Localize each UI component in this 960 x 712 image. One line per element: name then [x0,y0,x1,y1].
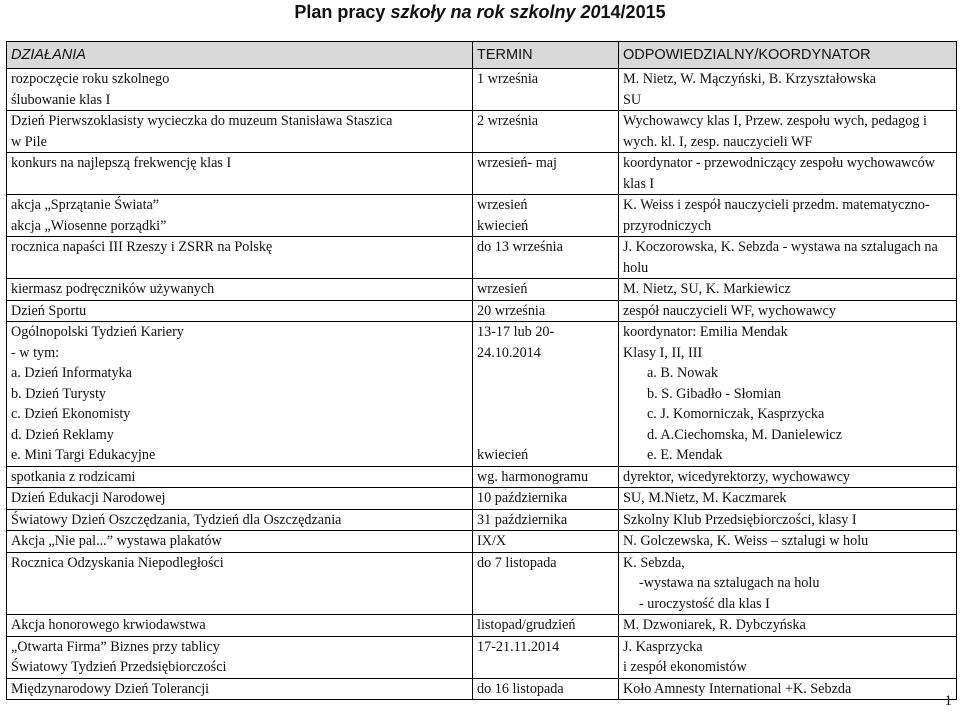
cell-action [7,300,473,322]
cell-term [473,279,619,301]
cell-line: 13-17 lub 20- [477,324,555,340]
cell-line: 10 października [477,490,568,506]
cell-action [7,552,473,615]
cell-line: do 16 listopada [477,680,564,697]
cell-action [7,237,473,279]
cell-action [7,322,473,467]
table-row [7,552,957,615]
cell-line: - w tym: [11,344,60,361]
table-row [7,300,957,322]
cell-line: 31 października [477,511,568,528]
cell-line: ślubowanie klas I [11,91,111,108]
cell-line: 24.10.2014 [477,344,541,361]
cell-line: kwiecień [477,217,529,234]
cell-line: klas I [623,175,655,192]
cell-line: Rocznica Odzyskania Niepodległości [11,554,224,571]
cell-line: M. Nietz, SU, K. Markiewicz [623,281,791,297]
cell-line: -wystawa na sztalugach na holu [639,575,820,591]
cell-action [7,678,473,700]
table-row [7,237,957,279]
cell-responsible [619,636,957,678]
cell-line: N. Golczewska, K. Weiss – sztalugi w holu [623,533,869,549]
cell-line: i zespół ekonomistów [623,659,747,675]
cell-line: - uroczystość dla klas I [639,595,770,612]
cell-line: koordynator - przewodniczący zespołu wychowawców [623,155,936,171]
cell-line: 17-21.11.2014 [477,638,560,655]
cell-line: Światowy Tydzień Przedsiębiorczości [11,659,227,675]
cell-responsible [619,153,957,195]
cell-term [473,322,619,467]
cell-line: wrzesień- maj [477,155,557,171]
cell-line: zespół nauczycieli WF, wychowawcy [623,302,836,319]
cell-action [7,509,473,531]
cell-line: Koło Amnesty International +K. Sebzda [623,680,852,697]
cell-line: wych. kl. I, zesp. nauczycieli WF [623,133,813,150]
cell-line: J. Koczorowska, K. Sebzda - wystawa na sztalugach na [623,239,938,255]
cell-line: M. Dzwoniarek, R. Dybczyńska [623,617,806,633]
cell-line: SU, M.Nietz, M. Kaczmarek [623,490,787,506]
cell-term [473,69,619,111]
cell-responsible [619,615,957,637]
cell-line: Światowy Dzień Oszczędzania, Tydzień dla Oszczędzania [11,511,342,528]
cell-line: „Otwarta Firma” Biznes przy tablicy [11,638,220,655]
header-term: TERMIN [473,42,619,69]
cell-line: rozpoczęcie roku szkolnego [11,71,170,87]
cell-action [7,636,473,678]
cell-line: holu [623,259,649,276]
cell-line: kwiecień [477,447,529,463]
cell-responsible [619,195,957,237]
cell-responsible [619,69,957,111]
cell-line: IX/X [477,533,507,549]
cell-line: wrzesień [477,197,528,213]
table-row [7,615,957,637]
cell-line: SU [623,91,642,108]
cell-action [7,531,473,553]
cell-responsible [619,466,957,488]
cell-line: przyrodniczych [623,217,712,234]
cell-line: do 7 listopada [477,554,557,571]
cell-responsible [619,111,957,153]
cell-line: d. Dzień Reklamy [11,426,114,443]
table-row [7,111,957,153]
cell-term [473,111,619,153]
table-row [7,195,957,237]
cell-line: J. Kasprzycka [623,638,703,655]
cell-line: Akcja „Nie pal...” wystawa plakatów [11,533,222,549]
cell-action [7,153,473,195]
cell-line: wrzesień [477,281,528,297]
cell-line: Dzień Edukacji Narodowej [11,490,166,506]
cell-line: c. J. Komorniczak, Kasprzycka [647,406,825,422]
page-number: 1 [944,693,952,709]
header-actions: DZIAŁANIA [7,42,473,69]
cell-term [473,509,619,531]
page-title [0,2,960,23]
cell-line: w Pile [11,133,47,150]
cell-line: a. B. Nowak [647,365,718,381]
cell-line: Dzień Pierwszoklasisty wycieczka do muzeum Stanisława Staszica [11,113,393,129]
cell-action [7,195,473,237]
cell-line: akcja „Sprzątanie Świata” [11,197,160,213]
cell-action [7,615,473,637]
cell-line: Ogólnopolski Tydzień Kariery [11,324,184,340]
cell-responsible [619,509,957,531]
cell-term [473,636,619,678]
cell-term [473,678,619,700]
cell-line: Akcja honorowego krwiodawstwa [11,617,206,633]
cell-line: b. S. Gibadło - Słomian [647,385,781,402]
cell-line [477,404,614,425]
header-row [7,42,957,69]
cell-action [7,279,473,301]
title-part-2: szkoły na rok szkolny 20 [390,2,601,22]
table-row [7,466,957,488]
cell-term [473,615,619,637]
cell-term [473,552,619,615]
table-row [7,509,957,531]
table-row [7,678,957,700]
cell-action [7,69,473,111]
cell-term [473,300,619,322]
cell-responsible [619,322,957,467]
cell-line: d. A.Ciechomska, M. Danielewicz [647,426,843,443]
cell-line: 2 września [477,113,539,129]
cell-term [473,237,619,279]
cell-line: rocznica napaści III Rzeszy i ZSRR na Polskę [11,239,273,255]
title-part-1: Plan pracy [294,2,391,22]
cell-responsible [619,552,957,615]
table-row [7,69,957,111]
plan-table [6,41,957,700]
cell-responsible [619,237,957,279]
cell-line: K. Sebzda, [623,554,685,571]
title-part-3: 14/2015 [600,2,666,22]
cell-line: b. Dzień Turysty [11,385,106,402]
cell-term [473,153,619,195]
table-row [7,488,957,510]
cell-term [473,195,619,237]
cell-line: K. Weiss i zespół nauczycieli przedm. matematyczno- [623,197,930,213]
cell-term [473,466,619,488]
cell-line: Dzień Sportu [11,302,87,319]
cell-line: koordynator: Emilia Mendak [623,324,788,340]
cell-line: Klasy I, II, III [623,344,703,361]
cell-line: akcja „Wiosenne porządki” [11,217,167,234]
cell-line: do 13 września [477,239,563,255]
cell-line: c. Dzień Ekonomisty [11,406,131,422]
cell-action [7,488,473,510]
cell-line [477,384,614,405]
cell-line: wg. harmonogramu [477,468,589,485]
cell-line: a. Dzień Informatyka [11,365,132,381]
header-responsible: ODPOWIEDZIALNY/KOORDYNATOR [619,42,957,69]
cell-action [7,111,473,153]
table-row [7,531,957,553]
table-row [7,153,957,195]
cell-line [477,425,614,446]
cell-line: 20 września [477,302,546,319]
cell-line: konkurs na najlepszą frekwencję klas I [11,155,232,171]
cell-responsible [619,678,957,700]
plan-table-body [7,42,957,700]
cell-line: spotkania z rodzicami [11,468,136,485]
cell-line [477,363,614,384]
cell-line: Międzynarodowy Dzień Tolerancji [11,680,210,697]
cell-line: kiermasz podręczników używanych [11,281,215,297]
cell-line: M. Nietz, W. Mączyński, B. Krzyształowska [623,71,876,87]
cell-line: 1 września [477,71,539,87]
cell-line: listopad/grudzień [477,617,576,633]
cell-line: Szkolny Klub Przedsiębiorczości, klasy I [623,511,857,528]
cell-term [473,488,619,510]
cell-line: Wychowawcy klas I, Przew. zespołu wych, pedagog i [623,113,927,129]
table-row [7,279,957,301]
cell-responsible [619,531,957,553]
cell-responsible [619,488,957,510]
cell-action [7,466,473,488]
cell-line: dyrektor, wicedyrektorzy, wychowawcy [623,468,850,485]
table-row [7,322,957,467]
cell-line: e. E. Mendak [647,447,723,463]
cell-term [473,531,619,553]
table-row [7,636,957,678]
cell-line: e. Mini Targi Edukacyjne [11,447,156,463]
cell-responsible [619,300,957,322]
cell-responsible [619,279,957,301]
